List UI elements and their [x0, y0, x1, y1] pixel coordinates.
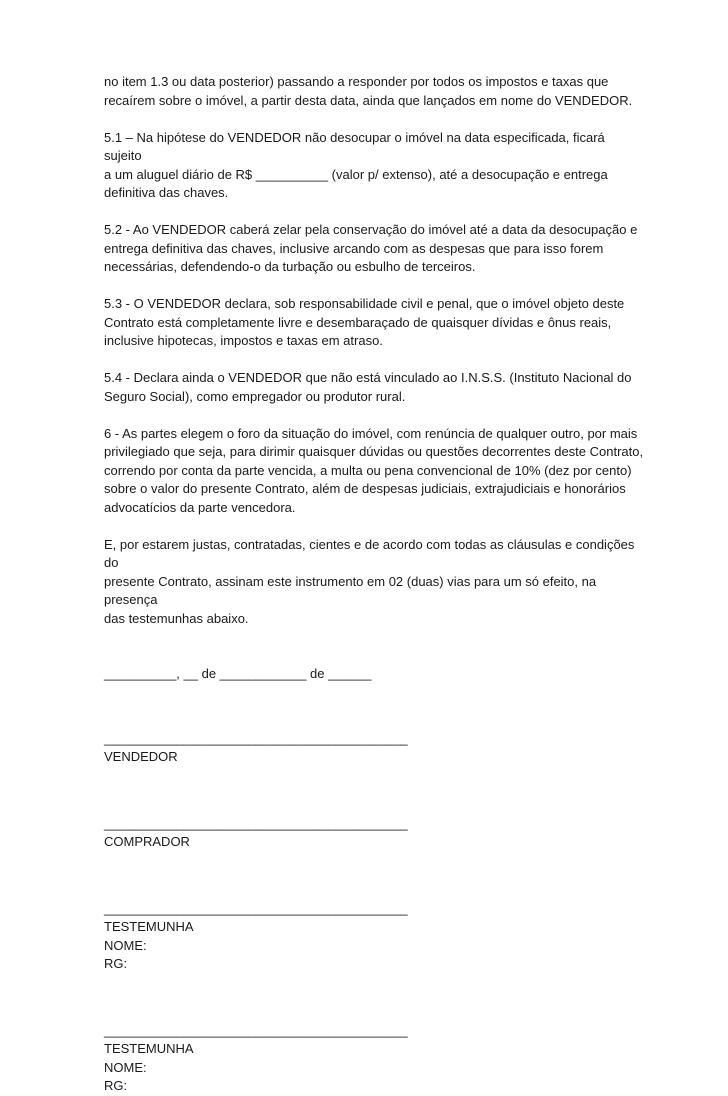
signature-label-seller: VENDEDOR	[104, 749, 178, 764]
witness-name-label: NOME:	[104, 1059, 147, 1075]
paragraph-closing: E, por estarem justas, contratadas, cientes e de acordo com todas as cláusulas e condições do presente Contrato, assinam este instrumento em 02 (duas) vias para um só efeito, na presença das testemunhas abaixo.	[104, 536, 635, 626]
paragraph-clause-5-3: 5.3 - O VENDEDOR declara, sob responsabilidade civil e penal, que o imóvel objeto deste Contrato está completamente livre e desembaraçado de quaisquer dívidas e ônus reais, inclusive hipotecas, impostos e taxas em atraso.	[104, 296, 625, 348]
signature-block-seller	[104, 730, 644, 767]
witness-title: TESTEMUNHA	[104, 919, 194, 934]
signature-label-buyer: COMPRADOR	[104, 834, 190, 849]
paragraph-clause-5-2: 5.2 - Ao VENDEDOR caberá zelar pela conservação do imóvel até a data da desocupação e entrega definitiva das chaves, inclusive arcando com as despesas que para isso forem necessárias, defendendo-o da turbação ou esbulho de terceiros.	[104, 222, 638, 274]
paragraph-clause-5-1: 5.1 – Na hipótese do VENDEDOR não desocupar o imóvel na data especificada, ficará sujeito a um aluguel diário de R$ __________ (valor p/ extenso), até a desocupação e entrega definitiva das chaves.	[104, 129, 608, 200]
witness-id-label: RG:	[104, 1078, 128, 1093]
paragraph-clause-6: 6 - As partes elegem o foro da situação do imóvel, com renúncia de qualquer outro, por mais privilegiado que seja, para dirimir quaisquer dúvidas ou questões decorrentes deste Contrato, correndo por conta da parte vencida, a multa ou pena convencional de 10% (dez por cento) sobre o valor do presente Contrato, além de despesas judiciais, extrajudiciais e honorários advocatícios da parte vencedora.	[104, 425, 644, 515]
signature-line: __________________________________________	[104, 815, 408, 831]
date-line: __________, __ de ____________ de ______	[104, 666, 372, 681]
witness-name-label: NOME:	[104, 937, 147, 953]
paragraph-clause-continuation: no item 1.3 ou data posterior) passando a responder por todos os impostos e taxas que recaírem sobre o imóvel, a partir desta data, ainda que lançados em nome do VENDEDOR.	[104, 74, 633, 108]
signature-line: __________________________________________	[104, 900, 408, 916]
paragraph-clause-5-4: 5.4 - Declara ainda o VENDEDOR que não está vinculado ao I.N.S.S. (Instituto Nacional do Seguro Social), como empregador ou produtor rural.	[104, 370, 632, 404]
document-page	[104, 73, 644, 1096]
signature-line: __________________________________________	[104, 1022, 408, 1038]
witness-title: TESTEMUNHA	[104, 1041, 194, 1056]
signature-block-witness-2	[104, 1022, 644, 1096]
witness-id-label: RG:	[104, 956, 128, 971]
signature-line: __________________________________________	[104, 730, 408, 746]
signature-block-witness-1	[104, 900, 644, 974]
signature-block-buyer	[104, 815, 644, 852]
